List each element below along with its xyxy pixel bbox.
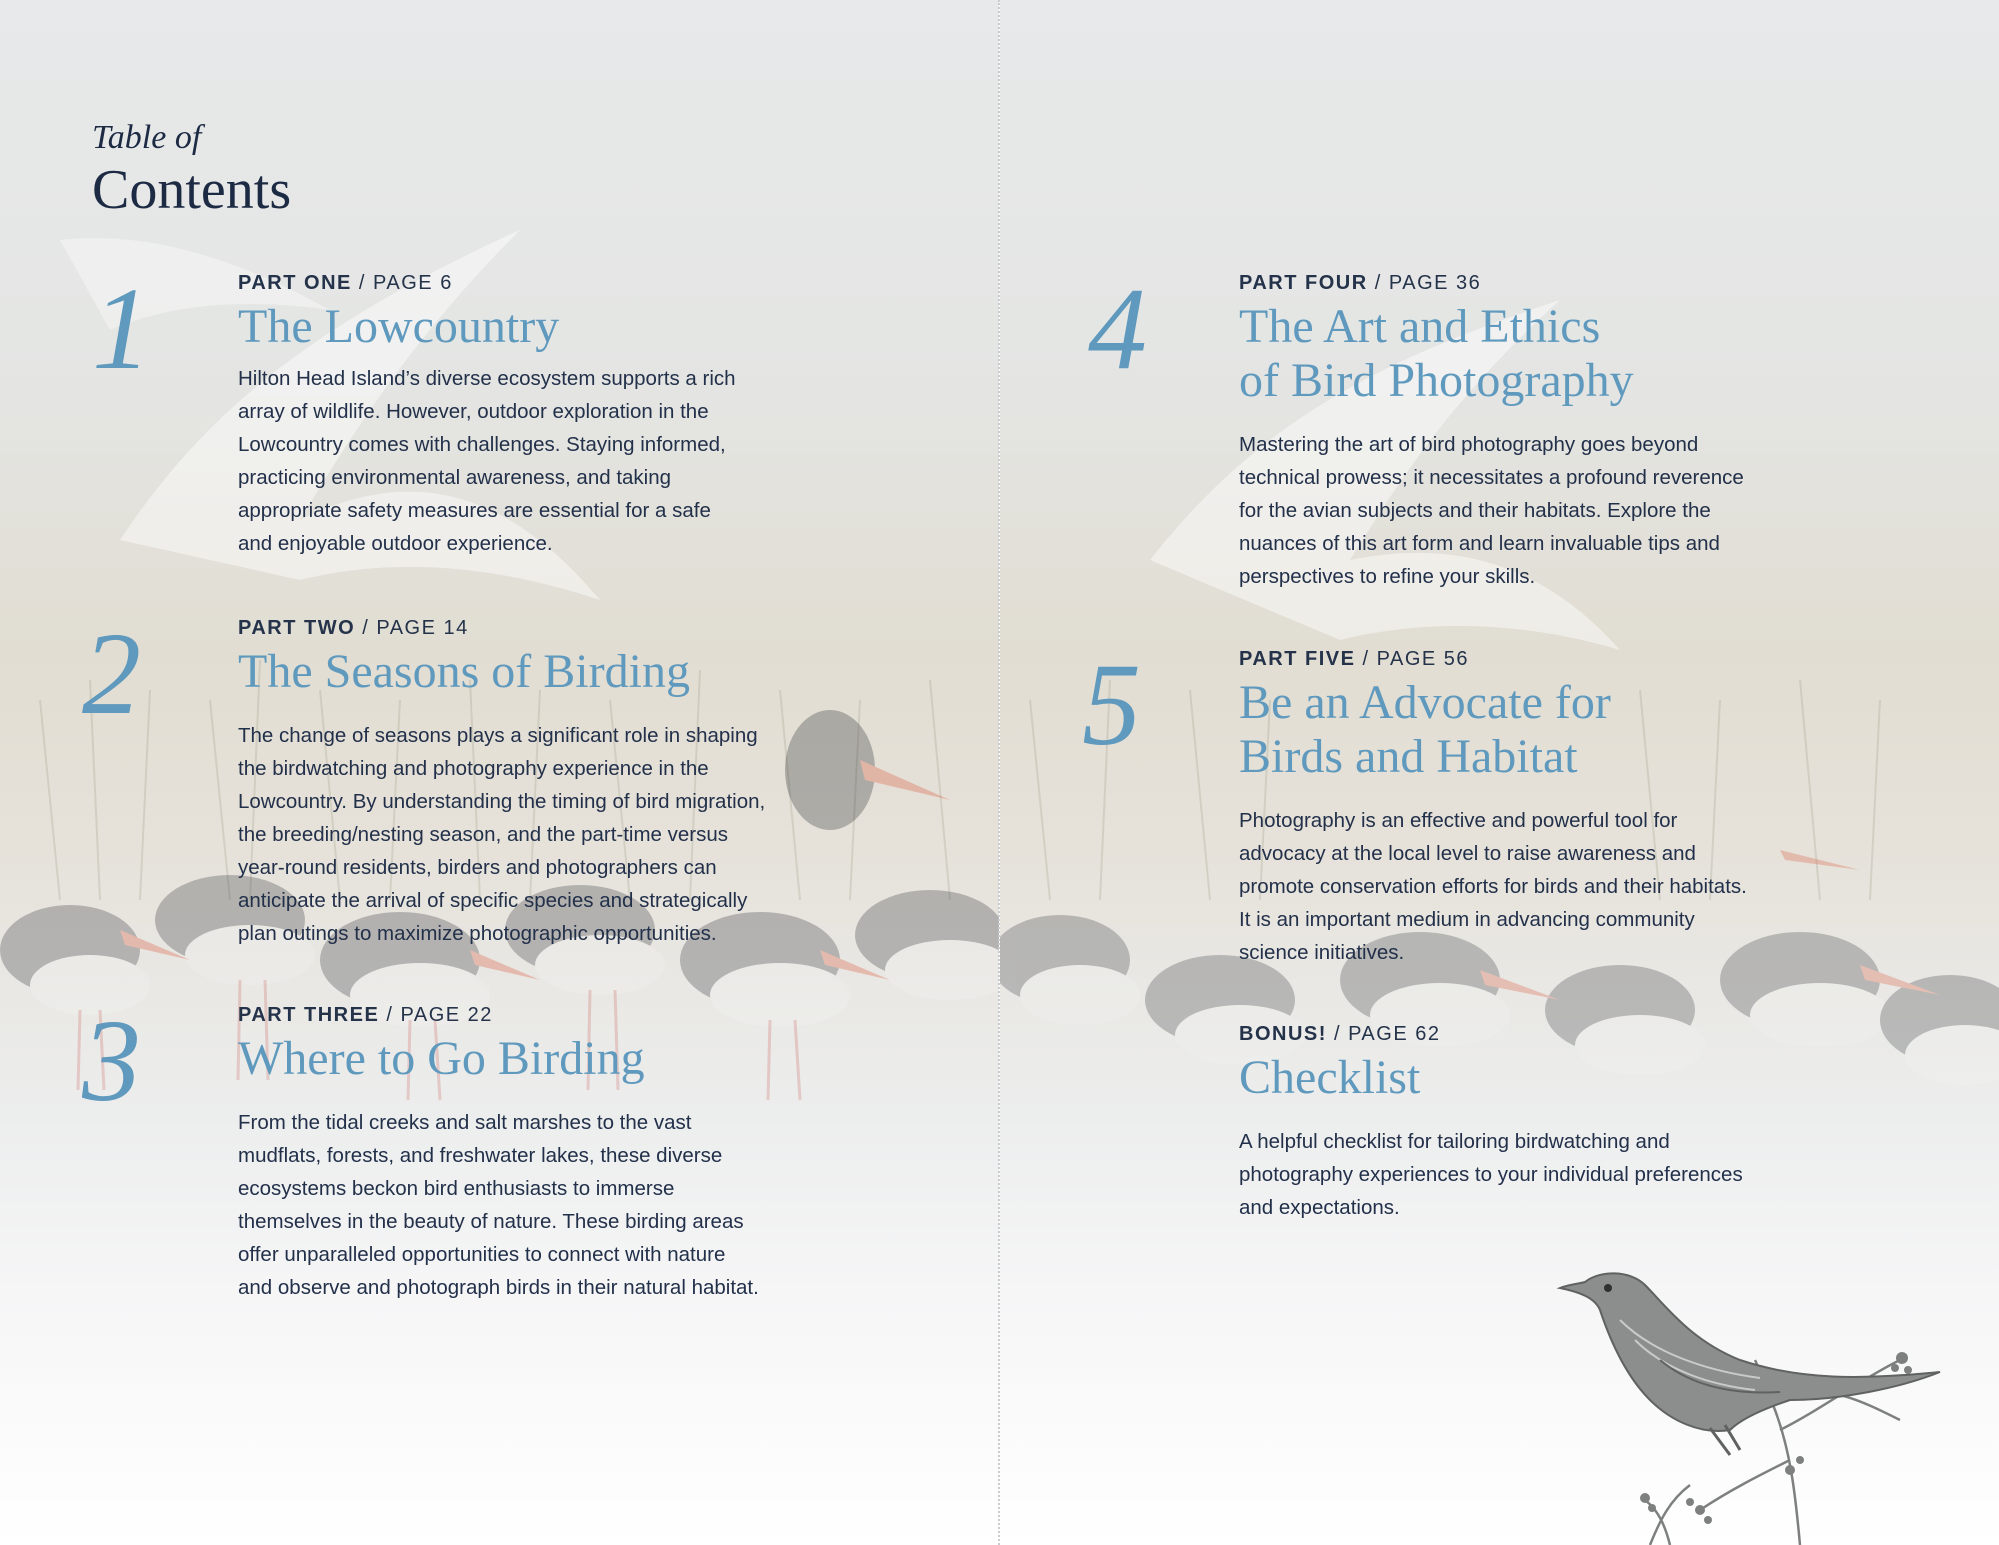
entry-5-desc-line: advocacy at the local level to raise awareness and	[1239, 842, 1696, 865]
entry-1-separator: /	[358, 272, 366, 294]
entry-2-eyebrow	[238, 615, 898, 641]
entry-4-part: PART FOUR	[1239, 272, 1368, 294]
bonus-title-line: Checklist	[1239, 1051, 1421, 1104]
entry-4-number: 4	[1088, 263, 1147, 394]
entry-2-desc-line: the birdwatching and photography experience in the	[238, 757, 709, 780]
entry-3-desc-line: offer unparalleled opportunities to connect with nature	[238, 1243, 726, 1266]
entry-5-separator: /	[1362, 648, 1370, 670]
toc-entry-5[interactable]	[1239, 646, 1899, 969]
entry-1-desc-line: practicing environmental awareness, and taking	[238, 466, 672, 489]
entry-4-description	[1239, 428, 1899, 593]
sparrow-illustration-icon	[1540, 1260, 1960, 1545]
bonus-description	[1239, 1125, 1899, 1224]
entry-5-title-line: Birds and Habitat	[1239, 730, 1578, 783]
entry-2-desc-line: the breeding/nesting season, and the part-time versus	[238, 823, 729, 846]
toc-entry-4[interactable]	[1239, 270, 1899, 593]
entry-3-part: PART THREE	[238, 1004, 380, 1026]
entry-4-desc-line: technical prowess; it necessitates a profound reverence	[1239, 466, 1744, 489]
entry-3-desc-line: and observe and photograph birds in their natural habitat.	[238, 1276, 759, 1299]
entry-1-desc-line: Hilton Head Island’s diverse ecosystem supports a rich	[238, 367, 736, 390]
bonus-eyebrow	[1239, 1021, 1899, 1047]
entry-1-number: 1	[92, 263, 151, 394]
entry-1-part: PART ONE	[238, 272, 352, 294]
entry-2-title	[238, 645, 898, 699]
bonus-separator: /	[1333, 1023, 1342, 1045]
entry-5-desc-line: science initiatives.	[1239, 941, 1405, 964]
bonus-desc-line: and expectations.	[1239, 1196, 1400, 1219]
entry-2-number: 2	[82, 608, 141, 739]
entry-4-eyebrow	[1239, 270, 1899, 296]
entry-1-desc-line: appropriate safety measures are essential for a safe	[238, 499, 711, 522]
entry-4-desc-line: Mastering the art of bird photography goes beyond	[1239, 433, 1699, 456]
entry-1-title	[238, 300, 878, 354]
entry-3-desc-line: From the tidal creeks and salt marshes to the vast	[238, 1111, 692, 1134]
entry-3-eyebrow	[238, 1002, 898, 1028]
entry-4-separator: /	[1374, 272, 1382, 294]
entry-2-description	[238, 719, 898, 950]
entry-4-desc-line: for the avian subjects and their habitats. Explore the	[1239, 499, 1711, 522]
entry-3-number: 3	[82, 995, 141, 1126]
entry-3-separator: /	[386, 1004, 394, 1026]
entry-3-title-line: Where to Go Birding	[238, 1032, 645, 1085]
entry-4-title	[1239, 300, 1899, 408]
entry-3-desc-line: themselves in the beauty of nature. These birding areas	[238, 1210, 744, 1233]
entry-2-desc-line: year-round residents, birders and photographers can	[238, 856, 717, 879]
entry-4-title-line: of Bird Photography	[1239, 354, 1634, 407]
entry-5-part: PART FIVE	[1239, 648, 1356, 670]
entry-2-title-line: The Seasons of Birding	[238, 645, 690, 698]
toc-title-small: Table of	[92, 119, 202, 156]
entry-5-description	[1239, 804, 1899, 969]
entry-5-desc-line: promote conservation efforts for birds and their habitats.	[1239, 875, 1747, 898]
entry-3-title	[238, 1032, 898, 1086]
entry-2-desc-line: anticipate the arrival of specific species and strategically	[238, 889, 748, 912]
entry-2-separator: /	[362, 617, 370, 639]
entry-5-title	[1239, 676, 1899, 784]
entry-2-desc-line: plan outings to maximize photographic opportunities.	[238, 922, 717, 945]
entry-2-part: PART TWO	[238, 617, 356, 639]
entry-1-page: PAGE 6	[373, 272, 453, 294]
bonus-page: PAGE 62	[1348, 1023, 1441, 1045]
bonus-desc-line: A helpful checklist for tailoring birdwatching and	[1239, 1130, 1670, 1153]
entry-4-page: PAGE 36	[1388, 272, 1482, 294]
entry-4-title-line: The Art and Ethics	[1239, 300, 1601, 353]
entry-5-number: 5	[1082, 639, 1141, 770]
toc-entry-bonus[interactable]	[1239, 1021, 1899, 1224]
toc-entry-2[interactable]	[238, 615, 898, 950]
toc-entry-3[interactable]	[238, 1002, 898, 1304]
bonus-part: BONUS!	[1239, 1023, 1327, 1045]
toc-title	[92, 118, 291, 222]
entry-4-desc-line: nuances of this art form and learn invaluable tips and	[1239, 532, 1720, 555]
entry-4-desc-line: perspectives to refine your skills.	[1239, 565, 1536, 588]
entry-2-desc-line: The change of seasons plays a significant role in shaping	[238, 724, 758, 747]
entry-3-page: PAGE 22	[400, 1004, 493, 1026]
entry-2-desc-line: Lowcountry. By understanding the timing of bird migration,	[238, 790, 766, 813]
entry-5-desc-line: Photography is an effective and powerful tool for	[1239, 809, 1678, 832]
entry-5-page: PAGE 56	[1376, 648, 1470, 670]
entry-3-description	[238, 1106, 898, 1304]
entry-5-eyebrow	[1239, 646, 1899, 672]
entry-5-desc-line: It is an important medium in advancing community	[1239, 908, 1695, 931]
bonus-title	[1239, 1051, 1899, 1105]
entry-1-description	[238, 362, 878, 560]
toc-title-large: Contents	[92, 159, 292, 221]
entry-3-desc-line: ecosystems beckon bird enthusiasts to immerse	[238, 1177, 675, 1200]
entry-2-page: PAGE 14	[376, 617, 469, 639]
entry-3-desc-line: mudflats, forests, and freshwater lakes, these diverse	[238, 1144, 723, 1167]
entry-1-desc-line: and enjoyable outdoor experience.	[238, 532, 553, 555]
entry-1-title-line: The Lowcountry	[238, 300, 560, 353]
entry-5-title-line: Be an Advocate for	[1239, 676, 1611, 729]
entry-1-desc-line: Lowcountry comes with challenges. Staying informed,	[238, 433, 726, 456]
entry-1-desc-line: array of wildlife. However, outdoor exploration in the	[238, 400, 709, 423]
entry-1-eyebrow	[238, 270, 878, 296]
left-page	[0, 0, 999, 1545]
toc-entry-1[interactable]	[238, 270, 878, 560]
bonus-desc-line: photography experiences to your individual preferences	[1239, 1163, 1743, 1186]
